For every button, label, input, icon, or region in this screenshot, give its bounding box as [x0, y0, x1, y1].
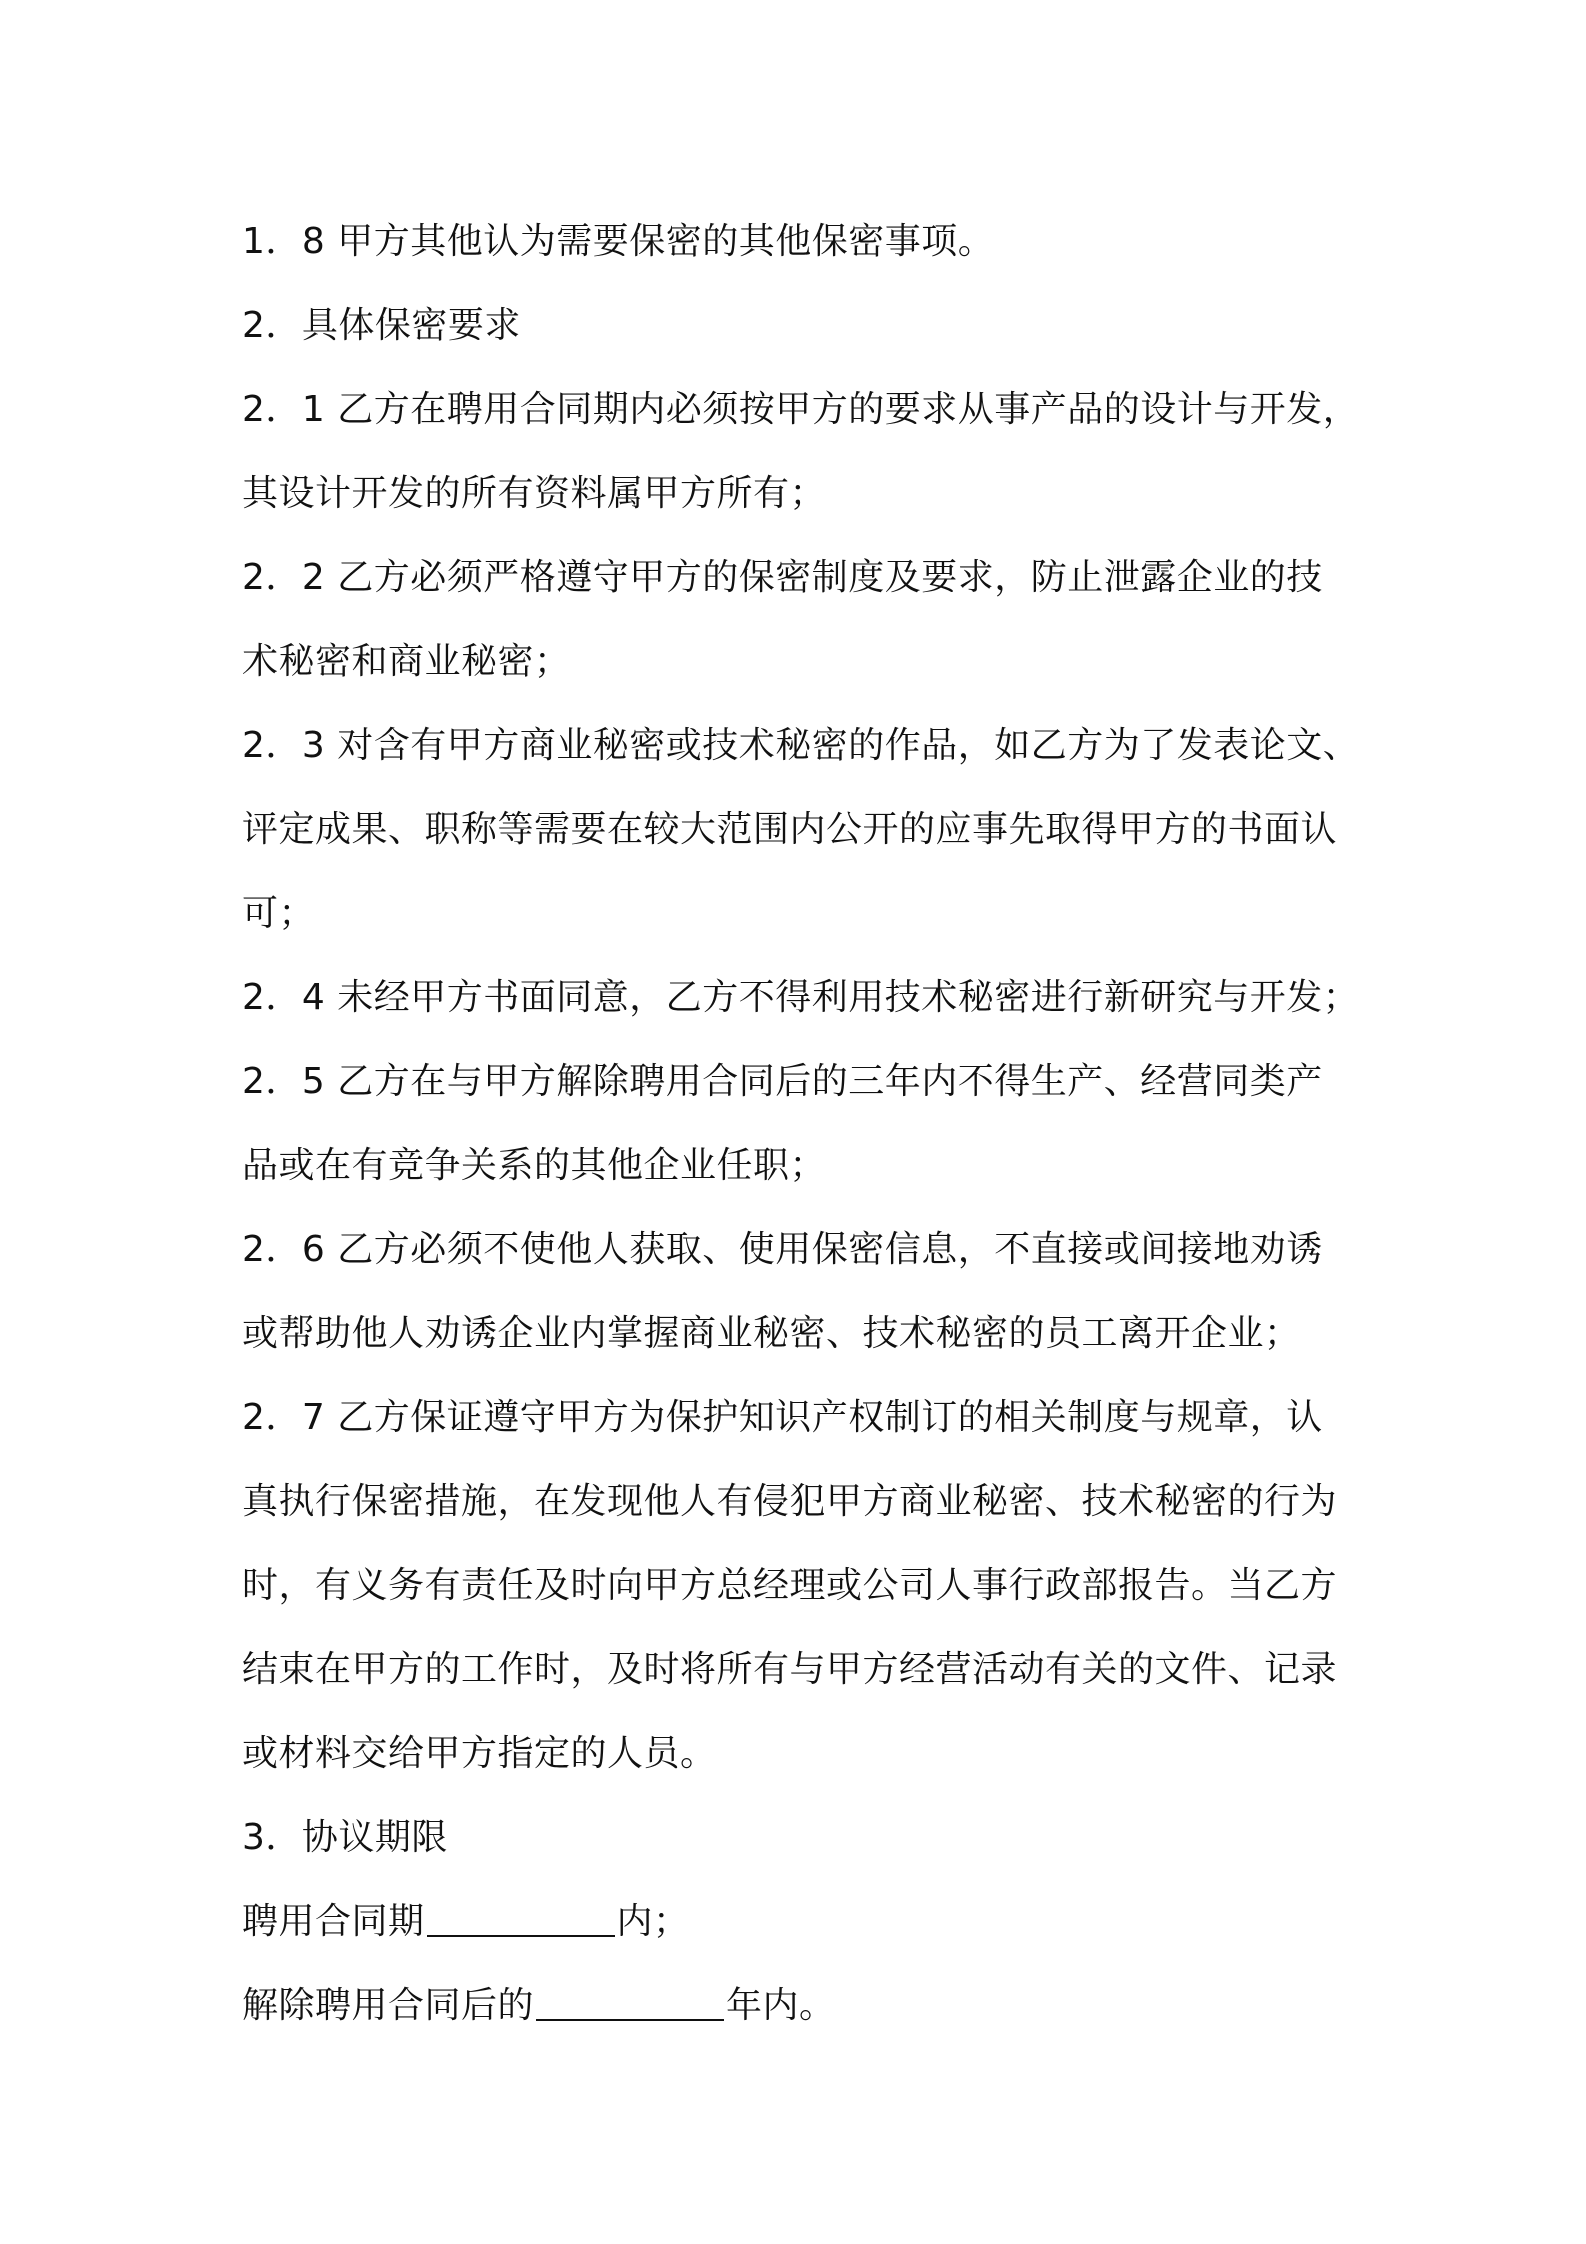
text-line: 或材料交给甲方指定的人员。 [242, 1733, 717, 1774]
text-line: 真执行保密措施，在发现他人有侵犯甲方商业秘密、技术秘密的行为 [242, 1481, 1338, 1522]
text-line: 品或在有竞争关系的其他企业任职； [242, 1145, 827, 1186]
text-line: 可； [242, 893, 316, 934]
document-body [242, 200, 1372, 2048]
text-line: 2．2 乙方必须严格遵守甲方的保密制度及要求，防止泄露企业的技 [242, 557, 1323, 598]
text-line: 2．3 对含有甲方商业秘密或技术秘密的作品，如乙方为了发表论文、 [242, 725, 1360, 766]
text-line: 2．5 乙方在与甲方解除聘用合同后的三年内不得生产、经营同类产 [242, 1061, 1323, 1102]
fill-in-blank [427, 1935, 615, 1937]
term-line-employment [242, 1880, 1372, 1964]
text-line: 评定成果、职称等需要在较大范围内公开的应事先取得甲方的书面认 [242, 809, 1338, 850]
term-label: 解除聘用合同后的 [242, 1985, 535, 2026]
text-line: 其设计开发的所有资料属甲方所有； [242, 473, 827, 514]
section-heading: 3．协议期限 [242, 1817, 448, 1858]
text-line: 2．7 乙方保证遵守甲方为保护知识产权制订的相关制度与规章，认 [242, 1397, 1323, 1438]
text-line: 2．4 未经甲方书面同意，乙方不得利用技术秘密进行新研究与开发； [242, 977, 1360, 1018]
term-line-after-termination [242, 1964, 1372, 2048]
text-line: 术秘密和商业秘密； [242, 641, 571, 682]
term-label: 聘用合同期 [242, 1901, 425, 1942]
section-heading: 2．具体保密要求 [242, 305, 521, 346]
fill-in-blank [536, 2019, 724, 2021]
text-line: 时，有义务有责任及时向甲方总经理或公司人事行政部报告。当乙方 [242, 1565, 1338, 1606]
text-line: 或帮助他人劝诱企业内掌握商业秘密、技术秘密的员工离开企业； [242, 1313, 1301, 1354]
term-suffix: 年内。 [726, 1985, 836, 2026]
text-line: 2．6 乙方必须不使他人获取、使用保密信息，不直接或间接地劝诱 [242, 1229, 1323, 1270]
term-suffix: 内； [616, 1901, 690, 1942]
text-line: 2．1 乙方在聘用合同期内必须按甲方的要求从事产品的设计与开发， [242, 389, 1360, 430]
text-line: 结束在甲方的工作时，及时将所有与甲方经营活动有关的文件、记录 [242, 1649, 1338, 1690]
text-line: 1．8 甲方其他认为需要保密的其他保密事项。 [242, 221, 995, 262]
